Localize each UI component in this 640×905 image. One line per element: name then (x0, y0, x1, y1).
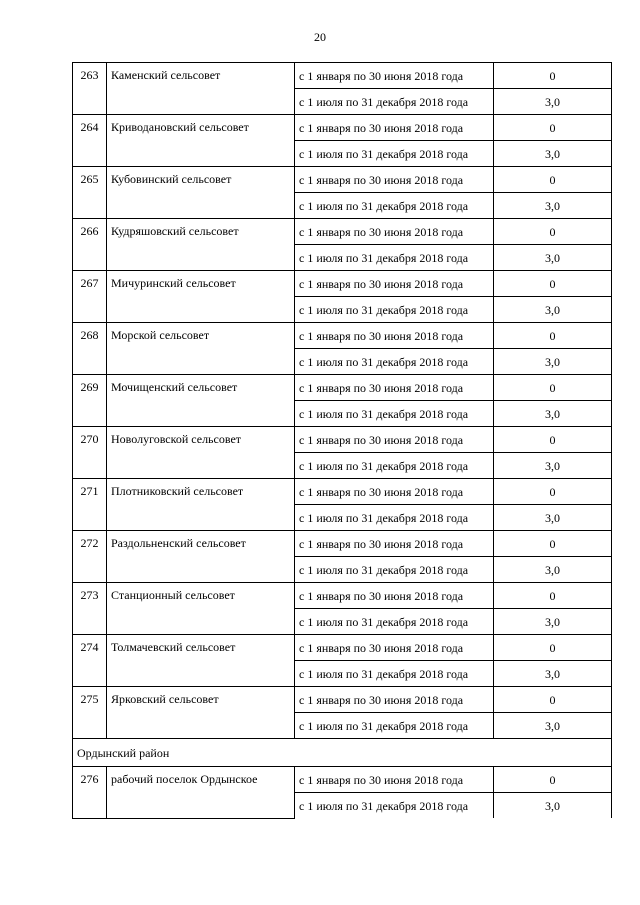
value-cell: 0 (494, 167, 612, 193)
row-number: 272 (73, 531, 107, 583)
period-cell: с 1 января по 30 июня 2018 года (295, 63, 494, 89)
row-number: 270 (73, 427, 107, 479)
period-cell: с 1 июля по 31 декабря 2018 года (295, 793, 494, 819)
period-cell: с 1 июля по 31 декабря 2018 года (295, 401, 494, 427)
period-cell: с 1 июля по 31 декабря 2018 года (295, 453, 494, 479)
municipality-name: Каменский сельсовет (107, 63, 295, 115)
municipality-name: Станционный сельсовет (107, 583, 295, 635)
period-cell: с 1 июля по 31 декабря 2018 года (295, 349, 494, 375)
municipality-name: Новолуговской сельсовет (107, 427, 295, 479)
row-number: 263 (73, 63, 107, 115)
value-cell: 0 (494, 271, 612, 297)
period-cell: с 1 января по 30 июня 2018 года (295, 687, 494, 713)
period-cell: с 1 января по 30 июня 2018 года (295, 115, 494, 141)
value-cell: 3,0 (494, 297, 612, 323)
value-cell: 3,0 (494, 245, 612, 271)
row-number: 266 (73, 219, 107, 271)
municipality-name: Мичуринский сельсовет (107, 271, 295, 323)
value-cell: 0 (494, 583, 612, 609)
period-cell: с 1 января по 30 июня 2018 года (295, 167, 494, 193)
page-number: 20 (314, 30, 326, 44)
row-number: 276 (73, 767, 107, 819)
period-cell: с 1 июля по 31 декабря 2018 года (295, 245, 494, 271)
period-cell: с 1 июля по 31 декабря 2018 года (295, 505, 494, 531)
value-cell: 0 (494, 767, 612, 793)
value-cell: 0 (494, 115, 612, 141)
municipality-name: Плотниковский сельсовет (107, 479, 295, 531)
period-cell: с 1 января по 30 июня 2018 года (295, 271, 494, 297)
value-cell: 0 (494, 219, 612, 245)
table-row (73, 531, 612, 557)
municipality-name: Толмачевский сельсовет (107, 635, 295, 687)
row-number: 265 (73, 167, 107, 219)
period-cell: с 1 июля по 31 декабря 2018 года (295, 713, 494, 739)
period-cell: с 1 июля по 31 декабря 2018 года (295, 661, 494, 687)
table-row (73, 115, 612, 141)
period-cell: с 1 июля по 31 декабря 2018 года (295, 609, 494, 635)
period-cell: с 1 января по 30 июня 2018 года (295, 323, 494, 349)
municipality-name: рабочий поселок Ордынское (107, 767, 295, 819)
value-cell: 0 (494, 427, 612, 453)
value-cell: 0 (494, 687, 612, 713)
value-cell: 0 (494, 531, 612, 557)
table-row (73, 635, 612, 661)
row-number: 274 (73, 635, 107, 687)
period-cell: с 1 января по 30 июня 2018 года (295, 375, 494, 401)
table-body (73, 63, 612, 819)
value-cell: 3,0 (494, 661, 612, 687)
value-cell: 3,0 (494, 193, 612, 219)
municipality-name: Раздольненский сельсовет (107, 531, 295, 583)
table-row (73, 219, 612, 245)
value-cell: 3,0 (494, 713, 612, 739)
municipality-name: Криводановский сельсовет (107, 115, 295, 167)
municipality-name: Ярковский сельсовет (107, 687, 295, 739)
period-cell: с 1 января по 30 июня 2018 года (295, 531, 494, 557)
row-number: 264 (73, 115, 107, 167)
row-number: 267 (73, 271, 107, 323)
value-cell: 3,0 (494, 141, 612, 167)
municipality-name: Морской сельсовет (107, 323, 295, 375)
row-number: 271 (73, 479, 107, 531)
value-cell: 3,0 (494, 557, 612, 583)
row-number: 275 (73, 687, 107, 739)
value-cell: 0 (494, 479, 612, 505)
municipality-name: Кубовинский сельсовет (107, 167, 295, 219)
value-cell: 3,0 (494, 89, 612, 115)
value-cell: 0 (494, 63, 612, 89)
table-row (73, 583, 612, 609)
table-row (73, 63, 612, 89)
period-cell: с 1 июля по 31 декабря 2018 года (295, 89, 494, 115)
value-cell: 3,0 (494, 609, 612, 635)
municipality-name: Кудряшовский сельсовет (107, 219, 295, 271)
table-row (73, 479, 612, 505)
period-cell: с 1 июля по 31 декабря 2018 года (295, 297, 494, 323)
section-row (73, 739, 612, 767)
value-cell: 0 (494, 635, 612, 661)
period-cell: с 1 июля по 31 декабря 2018 года (295, 141, 494, 167)
value-cell: 0 (494, 375, 612, 401)
value-cell: 3,0 (494, 401, 612, 427)
row-number: 273 (73, 583, 107, 635)
table-row (73, 271, 612, 297)
period-cell: с 1 января по 30 июня 2018 года (295, 767, 494, 793)
period-cell: с 1 июля по 31 декабря 2018 года (295, 557, 494, 583)
section-title: Ордынский район (73, 739, 612, 767)
table-row (73, 687, 612, 713)
period-cell: с 1 июля по 31 декабря 2018 года (295, 193, 494, 219)
table-row (73, 767, 612, 793)
row-number: 268 (73, 323, 107, 375)
period-cell: с 1 января по 30 июня 2018 года (295, 427, 494, 453)
period-cell: с 1 января по 30 июня 2018 года (295, 583, 494, 609)
row-number: 269 (73, 375, 107, 427)
table-row (73, 375, 612, 401)
municipality-name: Мочищенский сельсовет (107, 375, 295, 427)
value-cell: 3,0 (494, 453, 612, 479)
period-cell: с 1 января по 30 июня 2018 года (295, 219, 494, 245)
value-cell: 3,0 (494, 349, 612, 375)
value-cell: 3,0 (494, 505, 612, 531)
table-row (73, 167, 612, 193)
table-row (73, 427, 612, 453)
table-row (73, 323, 612, 349)
period-cell: с 1 января по 30 июня 2018 года (295, 635, 494, 661)
value-cell: 0 (494, 323, 612, 349)
value-cell: 3,0 (494, 793, 612, 819)
period-cell: с 1 января по 30 июня 2018 года (295, 479, 494, 505)
tariff-table (72, 62, 612, 819)
